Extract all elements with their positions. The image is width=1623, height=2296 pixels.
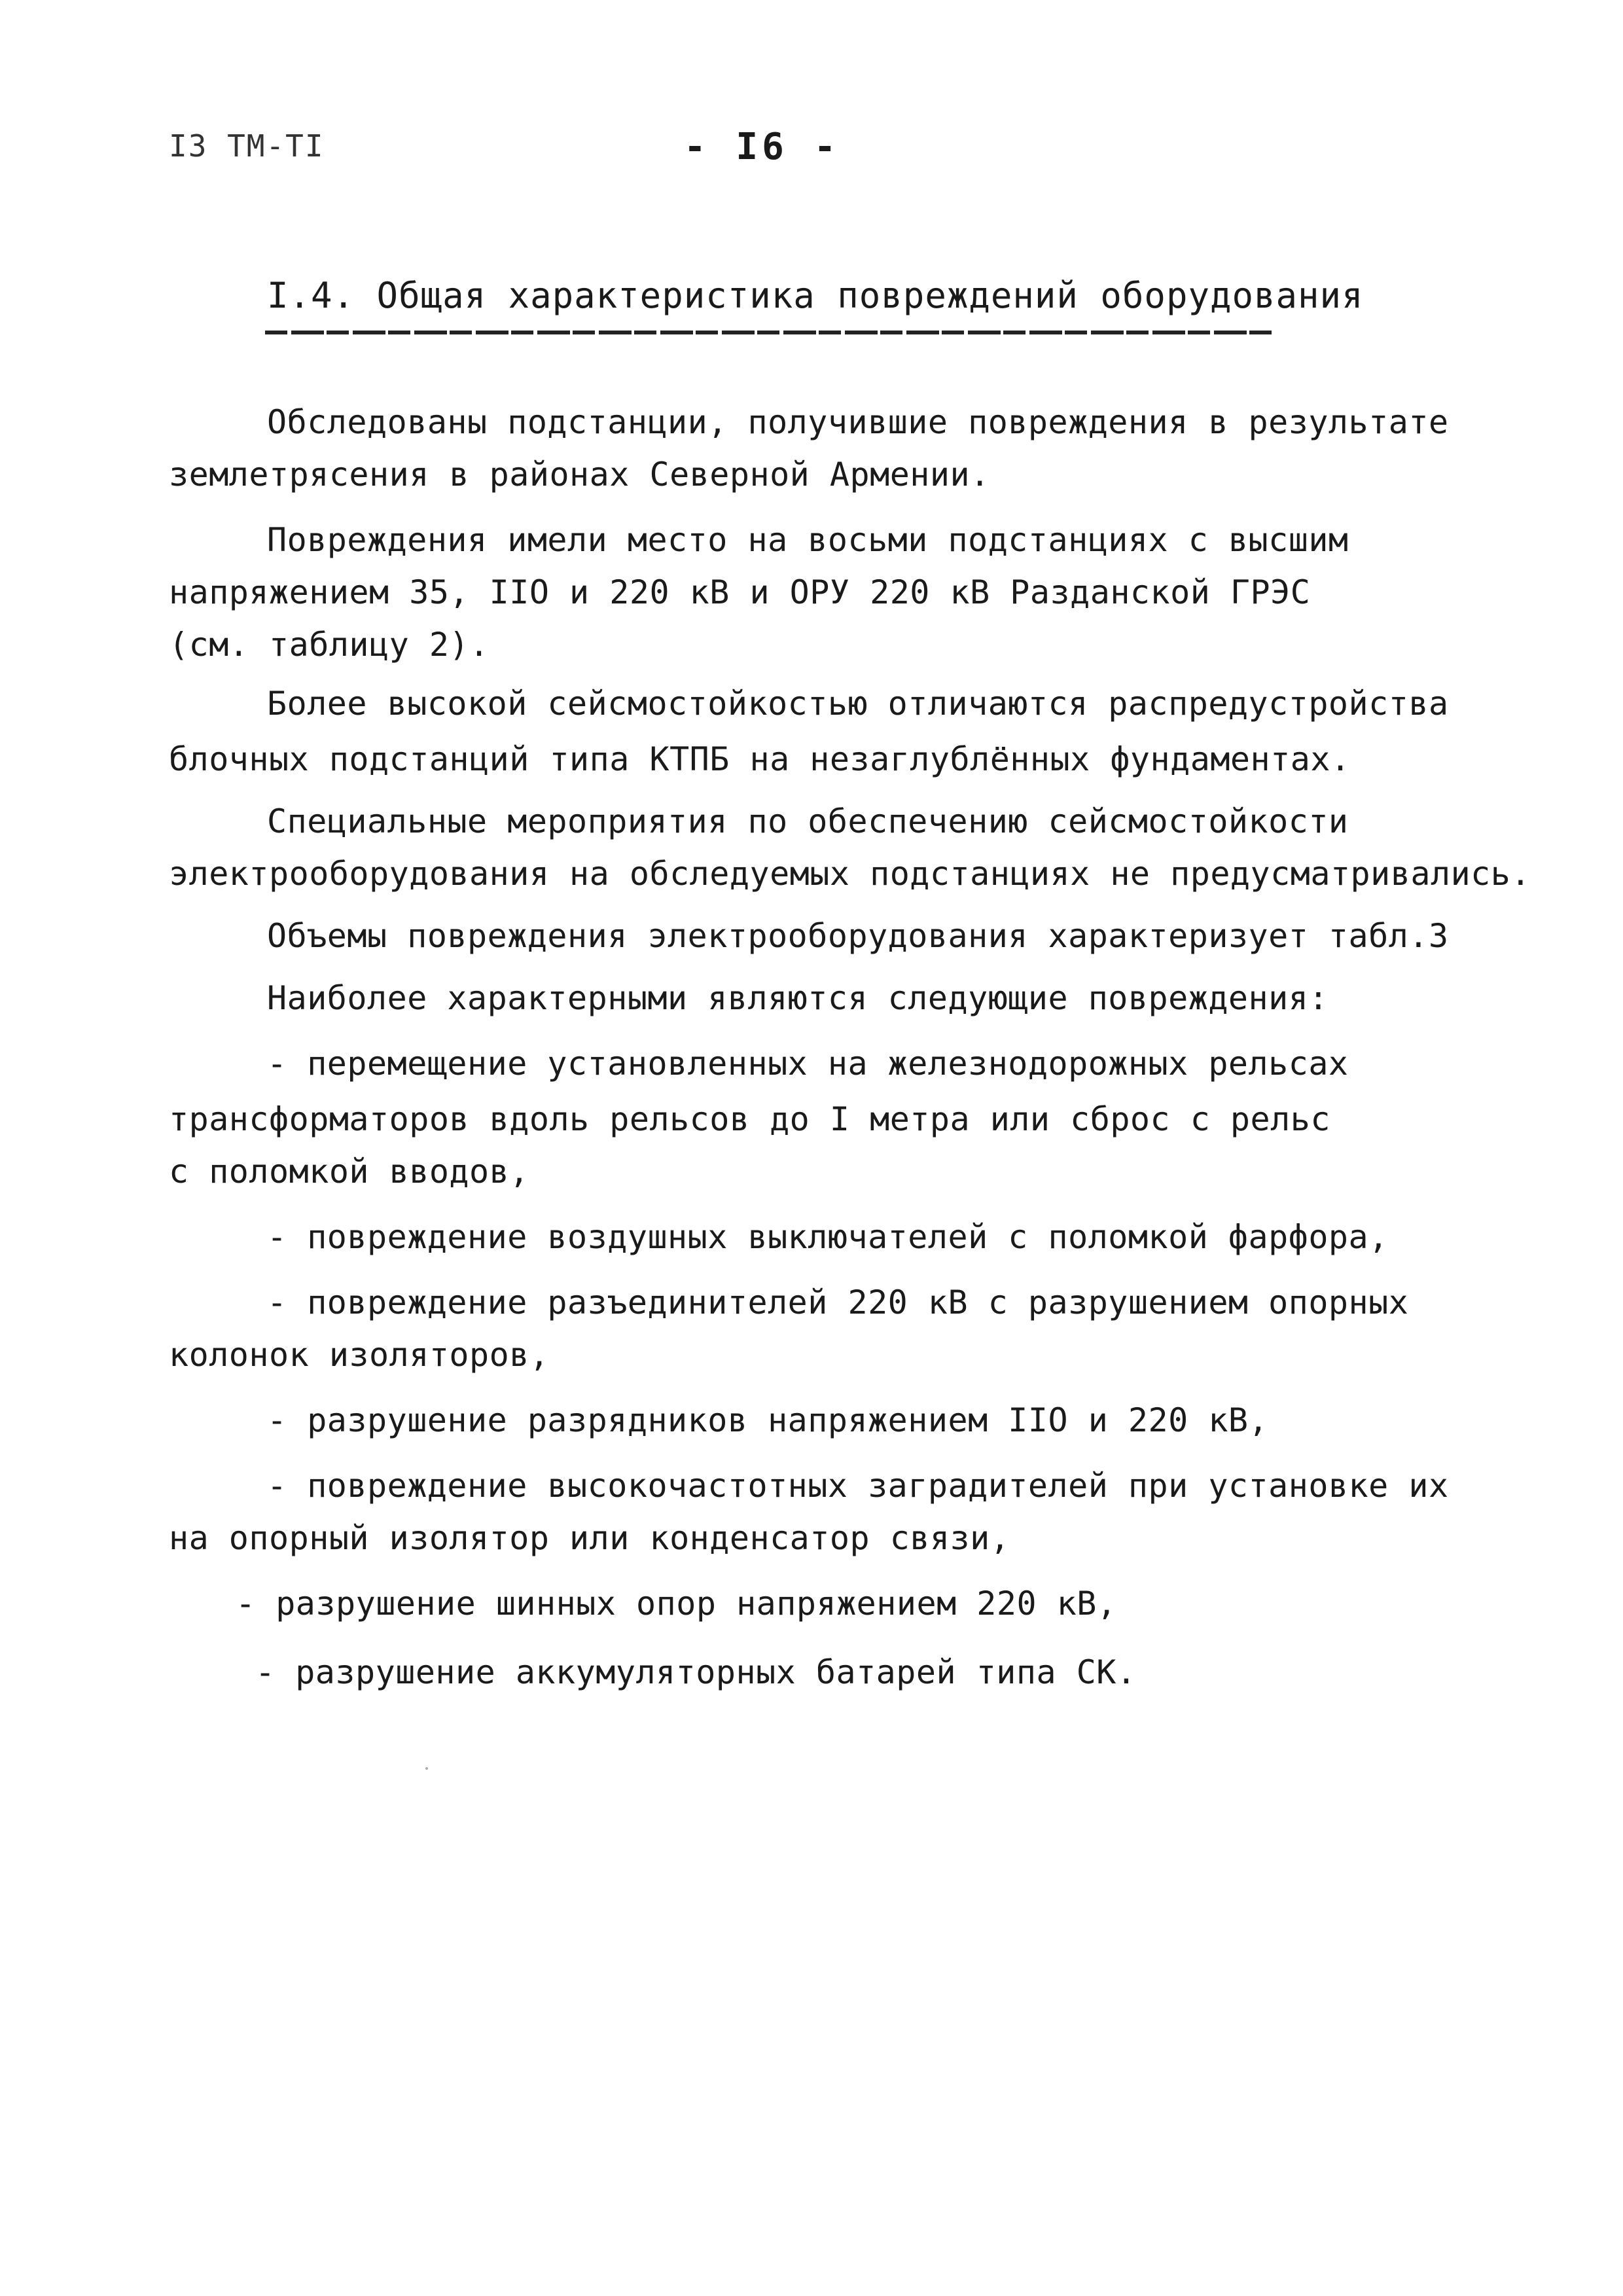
paragraph-line: Наиболее характерными являются следующие повреждения: [267, 979, 1329, 1017]
section-title: I.4. Общая характеристика повреждений оборудования [267, 275, 1364, 316]
damage-list-item: - разрушение шинных опор напряжением 220 кВ, [236, 1585, 1117, 1623]
paragraph-line: (см. таблицу 2). [169, 626, 490, 664]
paragraph-line: Повреждения имели место на восьми подстанциях с высшим [267, 521, 1349, 559]
damage-list-item: - перемещение установленных на железнодорожных рельсах [267, 1045, 1349, 1083]
document-code: I3 ТМ-ТI [169, 128, 325, 164]
damage-list-item: на опорный изолятор или конденсатор связи, [169, 1519, 1010, 1557]
damage-list-item: - повреждение разъединителей 220 кВ с разрушением опорных [267, 1283, 1409, 1321]
damage-list-item: - повреждение высокочастотных заградителей при установке их [267, 1467, 1449, 1505]
damage-list-item: колонок изоляторов, [169, 1336, 550, 1374]
title-underline [265, 331, 1273, 334]
damage-list-item: с поломкой вводов, [169, 1153, 529, 1191]
paragraph-line: электрооборудования на обследуемых подстанциях не предусматривались. [169, 855, 1531, 893]
scan-artifact [425, 1767, 428, 1770]
paragraph-line: блочных подстанций типа КТПБ на незаглублённых фундаментах. [169, 740, 1351, 778]
paragraph-line: землетрясения в районах Северной Армении. [169, 456, 990, 493]
page-number: - I6 - [684, 126, 840, 168]
damage-list-item: - разрушение разрядников напряжением IIО и 220 кВ, [267, 1401, 1269, 1439]
damage-list-item: - повреждение воздушных выключателей с поломкой фарфора, [267, 1218, 1389, 1256]
paragraph-line: Более высокой сейсмостойкостью отличаются распредустройства [267, 685, 1449, 723]
paragraph-line: Обследованы подстанции, получившие повреждения в результате [267, 403, 1449, 441]
paragraph-line: Объемы повреждения электрооборудования характеризует табл.3 [267, 917, 1449, 955]
damage-list-item: трансформаторов вдоль рельсов до I метра или сброс с рельс [169, 1100, 1330, 1138]
paragraph-line: напряжением 35, IIО и 220 кВ и ОРУ 220 кВ Разданской ГРЭС [169, 573, 1311, 611]
paragraph-line: Специальные мероприятия по обеспечению сейсмостойкости [267, 802, 1349, 840]
damage-list-item: - разрушение аккумуляторных батарей типа СК. [255, 1653, 1137, 1691]
